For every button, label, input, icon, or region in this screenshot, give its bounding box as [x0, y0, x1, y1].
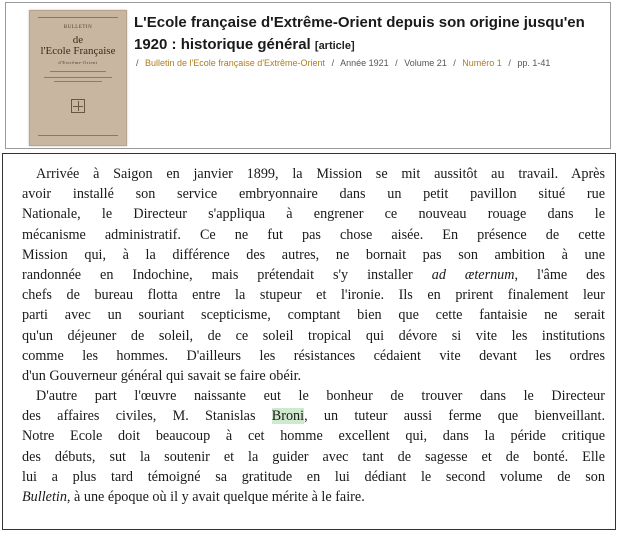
- cover-title-line1: de: [72, 34, 84, 46]
- meta-separator: /: [395, 58, 398, 68]
- text-line: [22, 265, 605, 285]
- paragraph-1: [22, 164, 605, 386]
- text-line: D'autre part l'œuvre naissante eut le bonheur de trouver dans le Directeur: [36, 388, 605, 405]
- meta-pages: pp. 1-41: [517, 58, 551, 68]
- cover-title: [30, 35, 126, 57]
- cover-rule: [38, 135, 118, 136]
- meta-year: Année 1921: [340, 58, 389, 68]
- cover-rule: [38, 17, 118, 18]
- text-line: des débuts, sut la soutenir et la guider avec tant de sagesse et de bonté. Elle: [22, 448, 605, 465]
- text-line: Notre Ecole doit beaucoup à cet homme excellent qui, dans la péride critique: [22, 428, 605, 445]
- text-line: parti avec un souriant scepticisme, comptant bien que cette fantaisie ne serait: [22, 307, 605, 324]
- text-line: Mission qui, à la différence des autres, ne bornait pas son ambition à une: [22, 246, 605, 263]
- paragraph-2: [22, 386, 605, 507]
- cover-rule: [54, 81, 102, 82]
- text-line: comme les hommes. D'ailleurs les résistances cédaient vite devant les ordres: [22, 347, 605, 364]
- text-line: mécanisme administratif. Ce ne fut pas chose aisée. En présence de cette: [22, 226, 605, 243]
- article-result-panel: [5, 2, 611, 149]
- meta-volume: Volume 21: [404, 58, 447, 68]
- article-title[interactable]: [134, 12, 614, 57]
- text-fragment: , à une époque où il y avait quelque mérite à le faire.: [66, 489, 365, 505]
- italic-phrase: Bulletin: [22, 489, 67, 505]
- text-line: lui a plus tard témoigné sa gratitude en lui dédiant le second volume de son: [22, 468, 605, 485]
- meta-separator: /: [508, 58, 511, 68]
- article-text-excerpt: [2, 153, 616, 530]
- journal-link[interactable]: Bulletin de l'Ecole française d'Extrême-Orient: [145, 58, 326, 68]
- cover-rule: [50, 71, 106, 72]
- article-metadata: [136, 58, 612, 68]
- text-line: [22, 406, 605, 426]
- cover-rule: [44, 77, 112, 78]
- cover-title-line2: l'Ecole Française: [40, 45, 116, 57]
- meta-separator: /: [453, 58, 456, 68]
- italic-phrase: ad æternum: [431, 266, 515, 283]
- text-line: avoir installé son service embryonnaire dans un petit pavillon situé rue: [22, 186, 605, 203]
- text-line: [22, 487, 605, 507]
- journal-cover-thumbnail[interactable]: [29, 10, 127, 146]
- highlighted-name: Broni: [271, 408, 305, 425]
- text-fragment: randonnée en Indochine, mais prétendait s'y installer: [22, 266, 432, 283]
- issue-number-link[interactable]: Numéro 1: [462, 58, 502, 68]
- cover-emblem-icon: [71, 99, 85, 113]
- cover-subtitle: d'Extrême-Orient: [58, 60, 98, 65]
- article-title-text[interactable]: L'Ecole française d'Extrême-Orient depuis son origine jusqu'en 1920 : historique général: [134, 14, 585, 53]
- text-line: d'un Gouverneur général qui savait se faire obéir.: [22, 367, 302, 384]
- text-fragment: , un tuteur aussi ferme que bienveillant.: [304, 408, 606, 425]
- text-fragment: des affaires civiles, M. Stanislas: [22, 408, 272, 425]
- text-line: Arrivée à Saigon en janvier 1899, la Mission se mit aussitôt au travail. Après: [36, 166, 605, 182]
- text-fragment: , l'âme des: [514, 266, 605, 283]
- cover-bulletin-label: BULLETIN: [63, 25, 93, 30]
- meta-separator: /: [136, 58, 139, 68]
- meta-separator: /: [331, 58, 335, 68]
- text-line: Nationale, le Directeur s'appliqua à engrener ce nouveau rouage dans le: [22, 206, 605, 223]
- text-line: chefs de bureau flotta entre la stupeur et l'ironie. Ils en prirent finalement leur: [22, 287, 605, 304]
- article-type-tag: [article]: [314, 40, 355, 52]
- text-line: qu'un déjeuner de soleil, de ce soleil tropical qui dévore si vite les institutions: [22, 327, 605, 344]
